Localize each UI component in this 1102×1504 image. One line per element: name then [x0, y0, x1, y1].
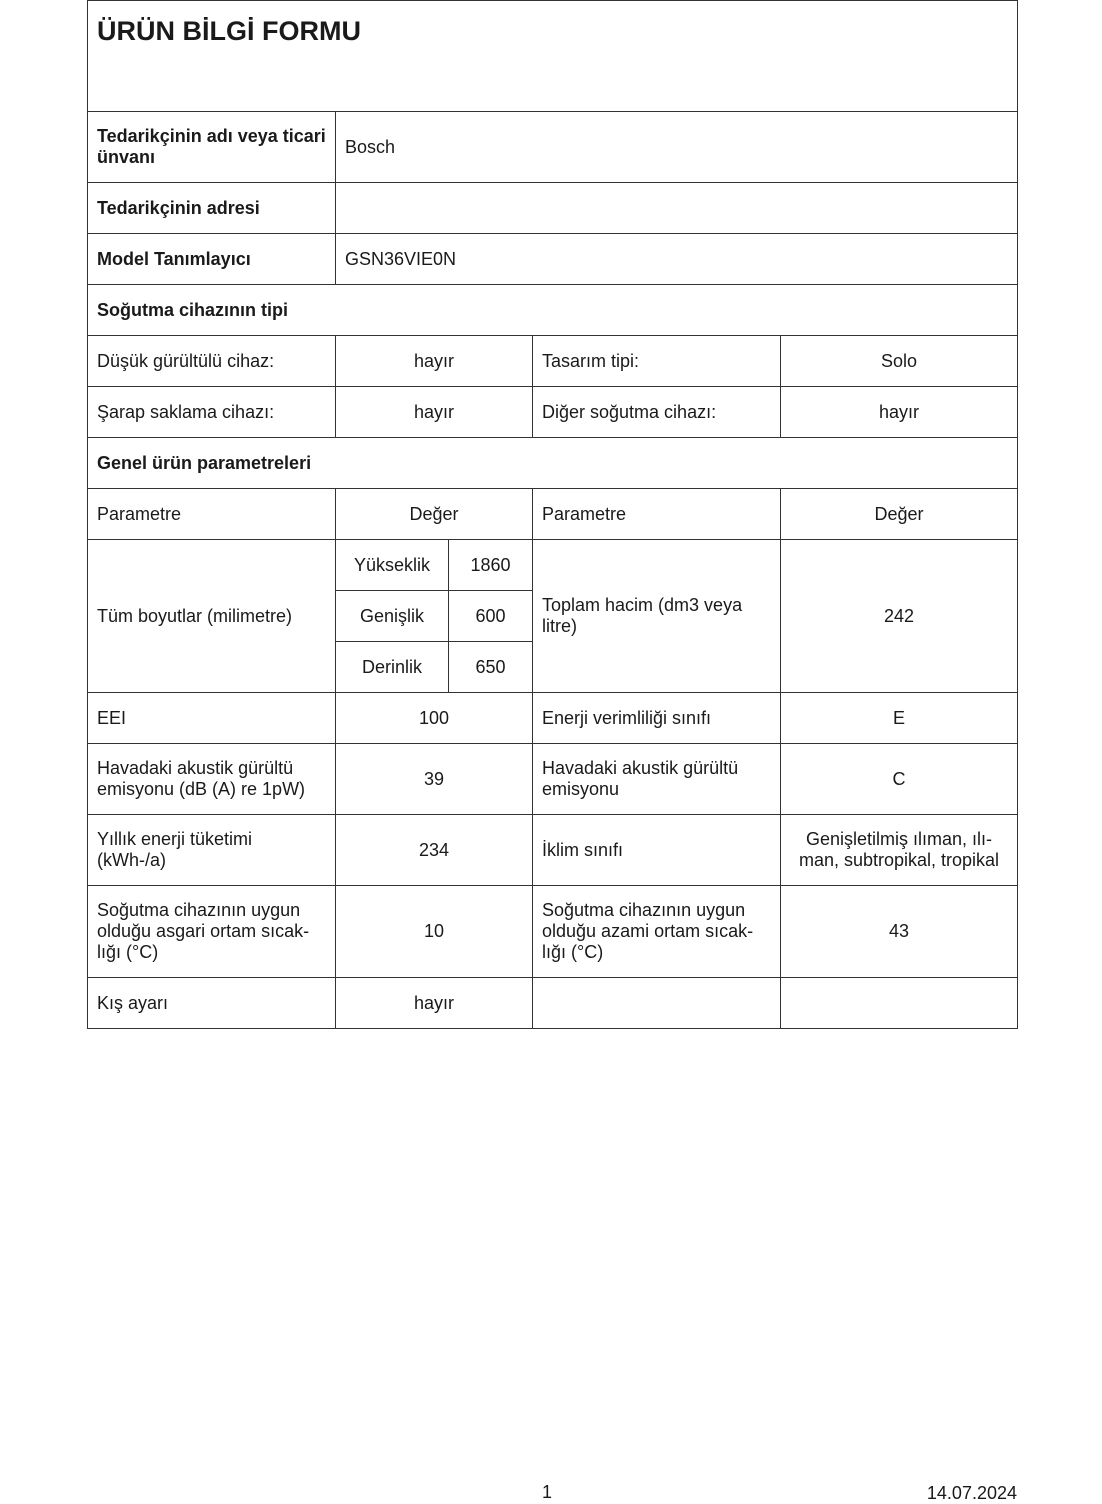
depth-value: 650	[449, 642, 533, 693]
min-temp-value: 10	[336, 886, 533, 978]
climate-class-value: Genişletilmiş ılıman, ılı-man, subtropikal, tropikal	[781, 815, 1018, 886]
empty-cell	[781, 978, 1018, 1029]
param-header-left: Parametre	[88, 489, 336, 540]
winter-setting-value: hayır	[336, 978, 533, 1029]
page-title: ÜRÜN BİLGİ FORMU	[88, 1, 1018, 112]
eei-label: EEI	[88, 693, 336, 744]
appliance-type-heading: Soğutma cihazının tipi	[88, 285, 1018, 336]
supplier-name-label: Tedarikçinin adı veya ticari ünvanı	[88, 112, 336, 183]
document-date: 14.07.2024	[926, 1483, 1017, 1503]
winter-setting-label: Kış ayarı	[88, 978, 336, 1029]
min-temp-label: Soğutma cihazının uygun olduğu asgari ortam sıcak-lığı (°C)	[88, 886, 336, 978]
param-header-right: Parametre	[533, 489, 781, 540]
max-temp-value: 43	[781, 886, 1018, 978]
low-noise-label: Düşük gürültülü cihaz:	[88, 336, 336, 387]
noise-class-value: C	[781, 744, 1018, 815]
design-type-label: Tasarım tipi:	[533, 336, 781, 387]
eei-value: 100	[336, 693, 533, 744]
design-type-value: Solo	[781, 336, 1018, 387]
width-value: 600	[449, 591, 533, 642]
supplier-address-label: Tedarikçinin adresi	[88, 183, 336, 234]
supplier-address-value	[336, 183, 1018, 234]
total-volume-label: Toplam hacim (dm3 veya litre)	[533, 540, 781, 693]
noise-emission-label: Havadaki akustik gürültü emisyonu (dB (A) re 1pW)	[88, 744, 336, 815]
noise-class-label: Havadaki akustik gürültü emisyonu	[533, 744, 781, 815]
page-number: 1	[542, 1482, 553, 1502]
other-appliance-label: Diğer soğutma cihazı:	[533, 387, 781, 438]
wine-storage-value: hayır	[336, 387, 533, 438]
low-noise-value: hayır	[336, 336, 533, 387]
total-volume-value: 242	[781, 540, 1018, 693]
energy-class-value: E	[781, 693, 1018, 744]
climate-class-label: İklim sınıfı	[533, 815, 781, 886]
noise-emission-value: 39	[336, 744, 533, 815]
supplier-name-value: Bosch	[336, 112, 1018, 183]
width-label: Genişlik	[336, 591, 449, 642]
other-appliance-value: hayır	[781, 387, 1018, 438]
max-temp-label: Soğutma cihazının uygun olduğu azami ortam sıcak-lığı (°C)	[533, 886, 781, 978]
height-value: 1860	[449, 540, 533, 591]
model-value: GSN36VIE0N	[336, 234, 1018, 285]
value-header-right: Değer	[781, 489, 1018, 540]
height-label: Yükseklik	[336, 540, 449, 591]
dimensions-label: Tüm boyutlar (milimetre)	[88, 540, 336, 693]
product-info-table	[87, 0, 1018, 1029]
energy-class-label: Enerji verimliliği sınıfı	[533, 693, 781, 744]
annual-energy-label: Yıllık enerji tüketimi (kWh-/a)	[88, 815, 336, 886]
wine-storage-label: Şarap saklama cihazı:	[88, 387, 336, 438]
value-header-left: Değer	[336, 489, 533, 540]
empty-cell	[533, 978, 781, 1029]
annual-energy-value: 234	[336, 815, 533, 886]
model-label: Model Tanımlayıcı	[88, 234, 336, 285]
general-params-heading: Genel ürün parametreleri	[88, 438, 1018, 489]
depth-label: Derinlik	[336, 642, 449, 693]
